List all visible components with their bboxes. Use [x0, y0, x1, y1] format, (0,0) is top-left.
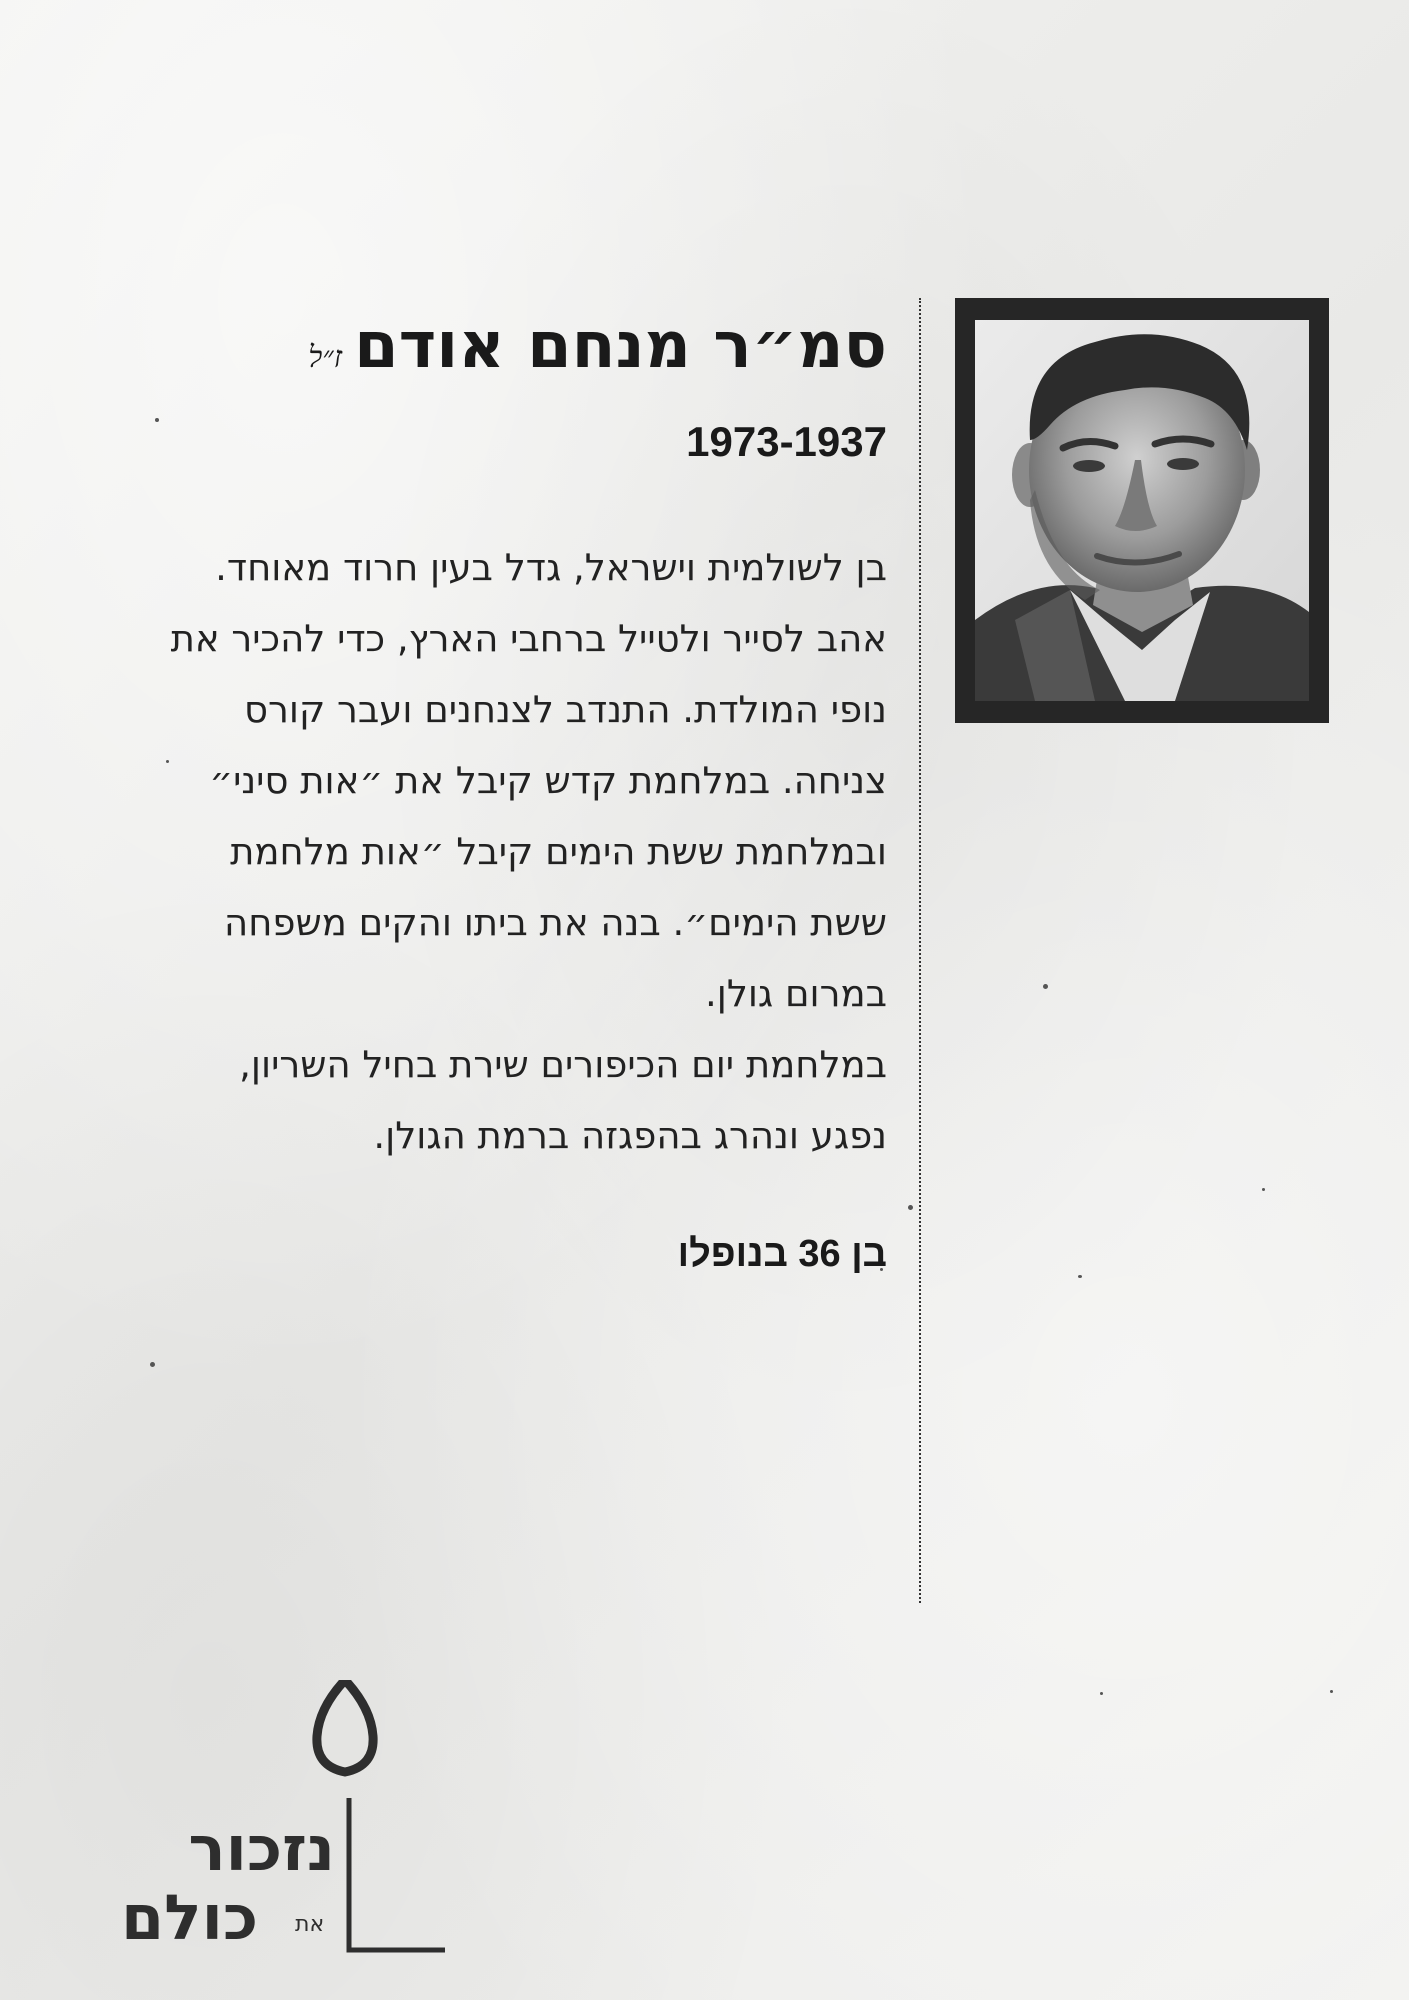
logo-line-2: כולם: [121, 1881, 259, 1954]
age-at-death: בן 36 בנופלו: [677, 1233, 887, 1275]
bio-paragraph: בן לשולמית וישראל, גדל בעין חרוד מאוחד.: [215, 546, 887, 589]
paper-speck: [150, 1362, 155, 1367]
paper-speck: [908, 1205, 913, 1210]
portrait-frame: [955, 298, 1329, 723]
portrait-photo: [975, 320, 1309, 701]
paper-speck: [1330, 1690, 1333, 1693]
logo-line-1: נזכור: [188, 1812, 335, 1885]
paper-speck: [1262, 1188, 1265, 1191]
honorific: ז״ל: [308, 340, 343, 375]
bio-paragraph: במלחמת יום הכיפורים שירת בחיל השריון, נפגע ונהרג בהפגזה ברמת הגולן.: [239, 1043, 887, 1157]
soldier-name: סמ״ר מנחם אודם: [354, 309, 887, 383]
paper-speck: [1043, 984, 1048, 989]
bio-paragraph: אהב לסייר ולטייל ברחבי הארץ, כדי להכיר את נופי המולדת. התנדב לצנחנים ועבר קורס צניחה. במלחמת קדש קיבל את ״אות סיני״ ובמלחמת ששת הימים קיבל ״אות מלחמת ששת הימים״. בנה את ביתו והקים משפחה במרום גולן.: [170, 617, 887, 1015]
memorial-logo: [115, 1680, 455, 1960]
name-row: [167, 300, 887, 392]
biography: [167, 532, 887, 1171]
paper-speck: [1100, 1692, 1103, 1695]
life-years: 1973-1937: [686, 418, 887, 465]
paper-speck: [155, 418, 159, 422]
memorial-text: [167, 300, 887, 1276]
logo-small-word: את: [295, 1912, 325, 1937]
paper-speck: [1078, 1275, 1082, 1278]
vertical-divider: [919, 298, 921, 1603]
